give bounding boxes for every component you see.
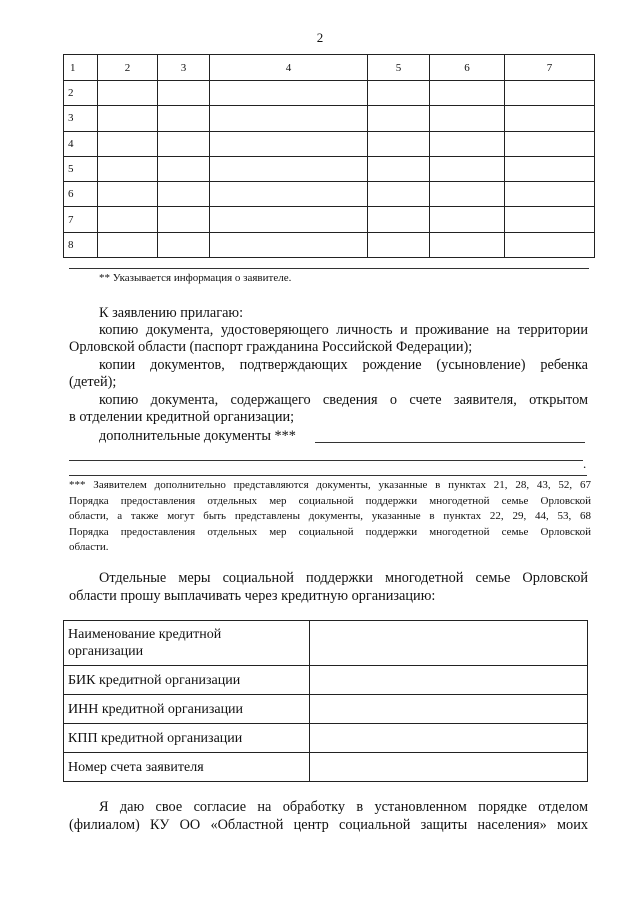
row-number: 7 [64,207,98,232]
additional-documents-field[interactable] [315,442,585,443]
table-cell[interactable] [158,156,210,181]
footnote-line: Порядка предоставления отдельных мер социальной поддержки многодетной семье Орловской [69,525,591,538]
table-cell[interactable] [98,81,158,106]
table-cell[interactable] [210,81,368,106]
table-cell[interactable] [368,182,430,207]
table-cell[interactable] [210,156,368,181]
footnote-line: области. [69,541,109,553]
table-cell[interactable] [158,232,210,257]
footnote-applicant: ** Указывается информация о заявителе. [99,272,292,284]
table-cell[interactable] [505,156,595,181]
attachment-item-1-line-1: копию документа, удостоверяющего личность и проживание на территории [99,322,588,338]
bank-name-field[interactable] [310,621,588,666]
inn-label: ИНН кредитной организации [64,695,310,724]
bank-name-label [64,621,310,666]
table-row [64,81,595,106]
column-header: 5 [368,55,430,81]
inn-field[interactable] [310,695,588,724]
table-cell[interactable] [158,207,210,232]
table-cell[interactable] [505,232,595,257]
table-cell[interactable] [368,106,430,131]
table-cell[interactable] [368,131,430,156]
table-cell[interactable] [430,106,505,131]
table-cell[interactable] [430,131,505,156]
table-cell[interactable] [98,131,158,156]
column-header: 4 [210,55,368,81]
table-cell[interactable] [158,106,210,131]
row-number: 3 [64,106,98,131]
table-cell[interactable] [505,207,595,232]
account-number-field[interactable] [310,753,588,782]
table-cell[interactable] [210,182,368,207]
bank-name-label-line-1: Наименование кредитной [68,627,222,642]
bik-label: БИК кредитной организации [64,666,310,695]
table-cell[interactable] [210,207,368,232]
consent-line-2: (филиалом) КУ ОО «Областной центр социальной защиты населения» моих [69,817,588,833]
column-header: 3 [158,55,210,81]
table-cell[interactable] [430,81,505,106]
bank-details-table [63,620,588,782]
table-row [64,753,588,782]
footnote-line: области, а также могут быть представлены документы, указанные в пунктах 22, 29, 44, 53, 68 [69,510,591,522]
additional-documents-field-line-2[interactable] [69,460,583,461]
table-cell[interactable] [98,156,158,181]
table-cell[interactable] [158,81,210,106]
table-cell[interactable] [368,156,430,181]
column-header: 2 [98,55,158,81]
account-number-label: Номер счета заявителя [64,753,310,782]
table-cell[interactable] [368,232,430,257]
table-row [64,666,588,695]
table-cell[interactable] [430,182,505,207]
consent-line-1: Я даю свое согласие на обработку в установленном порядке отделом [99,799,588,815]
table-cell[interactable] [368,81,430,106]
table-cell[interactable] [210,106,368,131]
footnote-line: *** Заявителем дополнительно представляются документы, указанные в пунктах 21, 28, 43, 52, 67 [69,479,591,491]
table-row [64,106,595,131]
additional-documents-period: . [583,456,587,471]
table-cell[interactable] [430,156,505,181]
table-cell[interactable] [505,182,595,207]
table-cell[interactable] [210,131,368,156]
row-number: 6 [64,182,98,207]
table-row [64,182,595,207]
attachment-item-3-line-1: копию документа, содержащего сведения о счете заявителя, открытом [99,392,588,408]
attachment-item-1-line-2: Орловской области (паспорт гражданина Российской Федерации); [69,339,473,355]
attachment-item-2-line-1: копии документов, подтверждающих рождение (усыновление) ребенка [99,357,588,373]
table-header-row [64,55,595,81]
applicant-info-table [63,54,595,258]
column-header: 1 [64,55,98,81]
table-row [64,695,588,724]
table-row [64,232,595,257]
attachment-item-2-line-2: (детей); [69,374,117,390]
table-row [64,131,595,156]
payment-request-line-2: области прошу выплачивать через кредитную организацию: [69,588,436,604]
footnote-separator-2 [69,475,587,476]
table-cell[interactable] [430,207,505,232]
table-cell[interactable] [98,232,158,257]
column-header: 6 [430,55,505,81]
table-cell[interactable] [158,182,210,207]
table-cell[interactable] [98,207,158,232]
attachments-intro: К заявлению прилагаю: [99,305,244,321]
row-number: 4 [64,131,98,156]
table-cell[interactable] [98,106,158,131]
attachment-item-3-line-2: в отделении кредитной организации; [69,409,295,425]
footnote-line: Порядка предоставления отдельных мер социальной поддержки многодетной семье Орловской [69,494,591,507]
row-number: 2 [64,81,98,106]
table-cell[interactable] [368,207,430,232]
footnote-documents [69,478,591,556]
kpp-field[interactable] [310,724,588,753]
table-cell[interactable] [98,182,158,207]
table-row [64,207,595,232]
table-cell[interactable] [505,131,595,156]
kpp-label: КПП кредитной организации [64,724,310,753]
row-number: 8 [64,232,98,257]
table-row [64,156,595,181]
additional-documents-label: дополнительные документы *** [99,428,296,444]
bik-field[interactable] [310,666,588,695]
page-number: 2 [316,30,324,45]
table-row [64,621,588,666]
table-cell[interactable] [505,106,595,131]
table-cell[interactable] [505,81,595,106]
table-cell[interactable] [430,232,505,257]
footnote-separator [69,268,589,269]
payment-request-line-1: Отдельные меры социальной поддержки многодетной семье Орловской [99,570,588,586]
bank-name-label-line-2: организации [68,644,144,659]
table-cell[interactable] [158,131,210,156]
column-header: 7 [505,55,595,81]
row-number: 5 [64,156,98,181]
table-cell[interactable] [210,232,368,257]
table-row [64,724,588,753]
